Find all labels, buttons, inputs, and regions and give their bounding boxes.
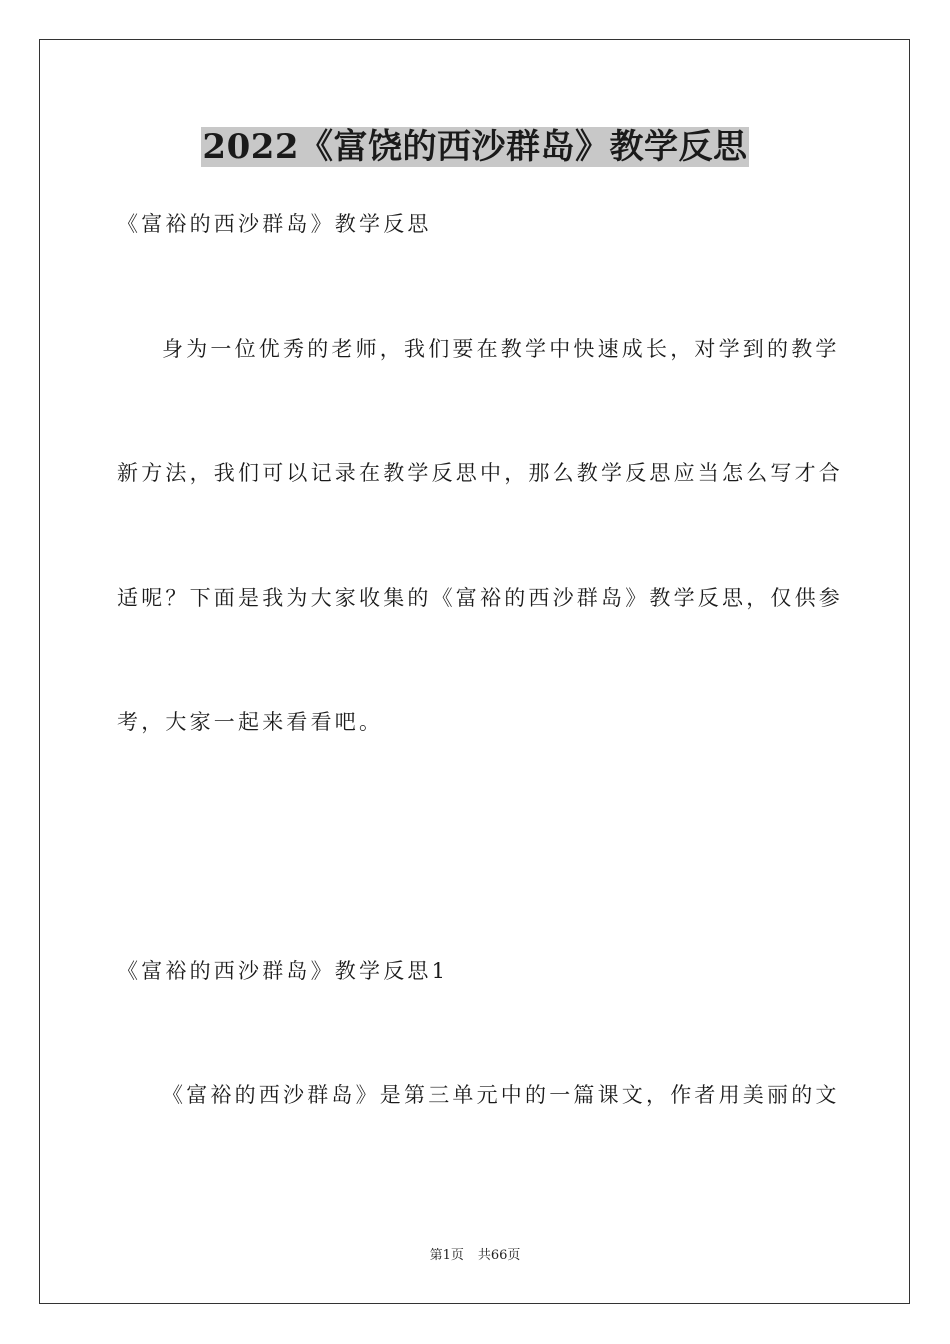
paragraph-line-1: 身为一位优秀的老师，我们要在教学中快速成长，对学到的教学 <box>162 337 840 361</box>
document-title-text: 2022《富饶的西沙群岛》教学反思 <box>202 127 748 167</box>
page-footer <box>0 1247 950 1265</box>
paragraph-line-3: 适呢？下面是我为大家收集的《富裕的西沙群岛》教学反思，仅供参 <box>117 586 843 610</box>
paragraph-line-5: 《富裕的西沙群岛》是第三单元中的一篇课文，作者用美丽的文 <box>162 1083 840 1107</box>
paragraph-line-2: 新方法，我们可以记录在教学反思中，那么教学反思应当怎么写才合 <box>117 461 843 485</box>
page-number: 第1页 <box>429 1248 464 1263</box>
subtitle-line: 《富裕的西沙群岛》教学反思 <box>117 212 432 236</box>
document-title <box>0 124 950 170</box>
page-total: 共66页 <box>477 1248 521 1263</box>
paragraph-line-4: 考，大家一起来看看吧。 <box>117 710 384 734</box>
section-heading: 《富裕的西沙群岛》教学反思1 <box>117 959 449 983</box>
